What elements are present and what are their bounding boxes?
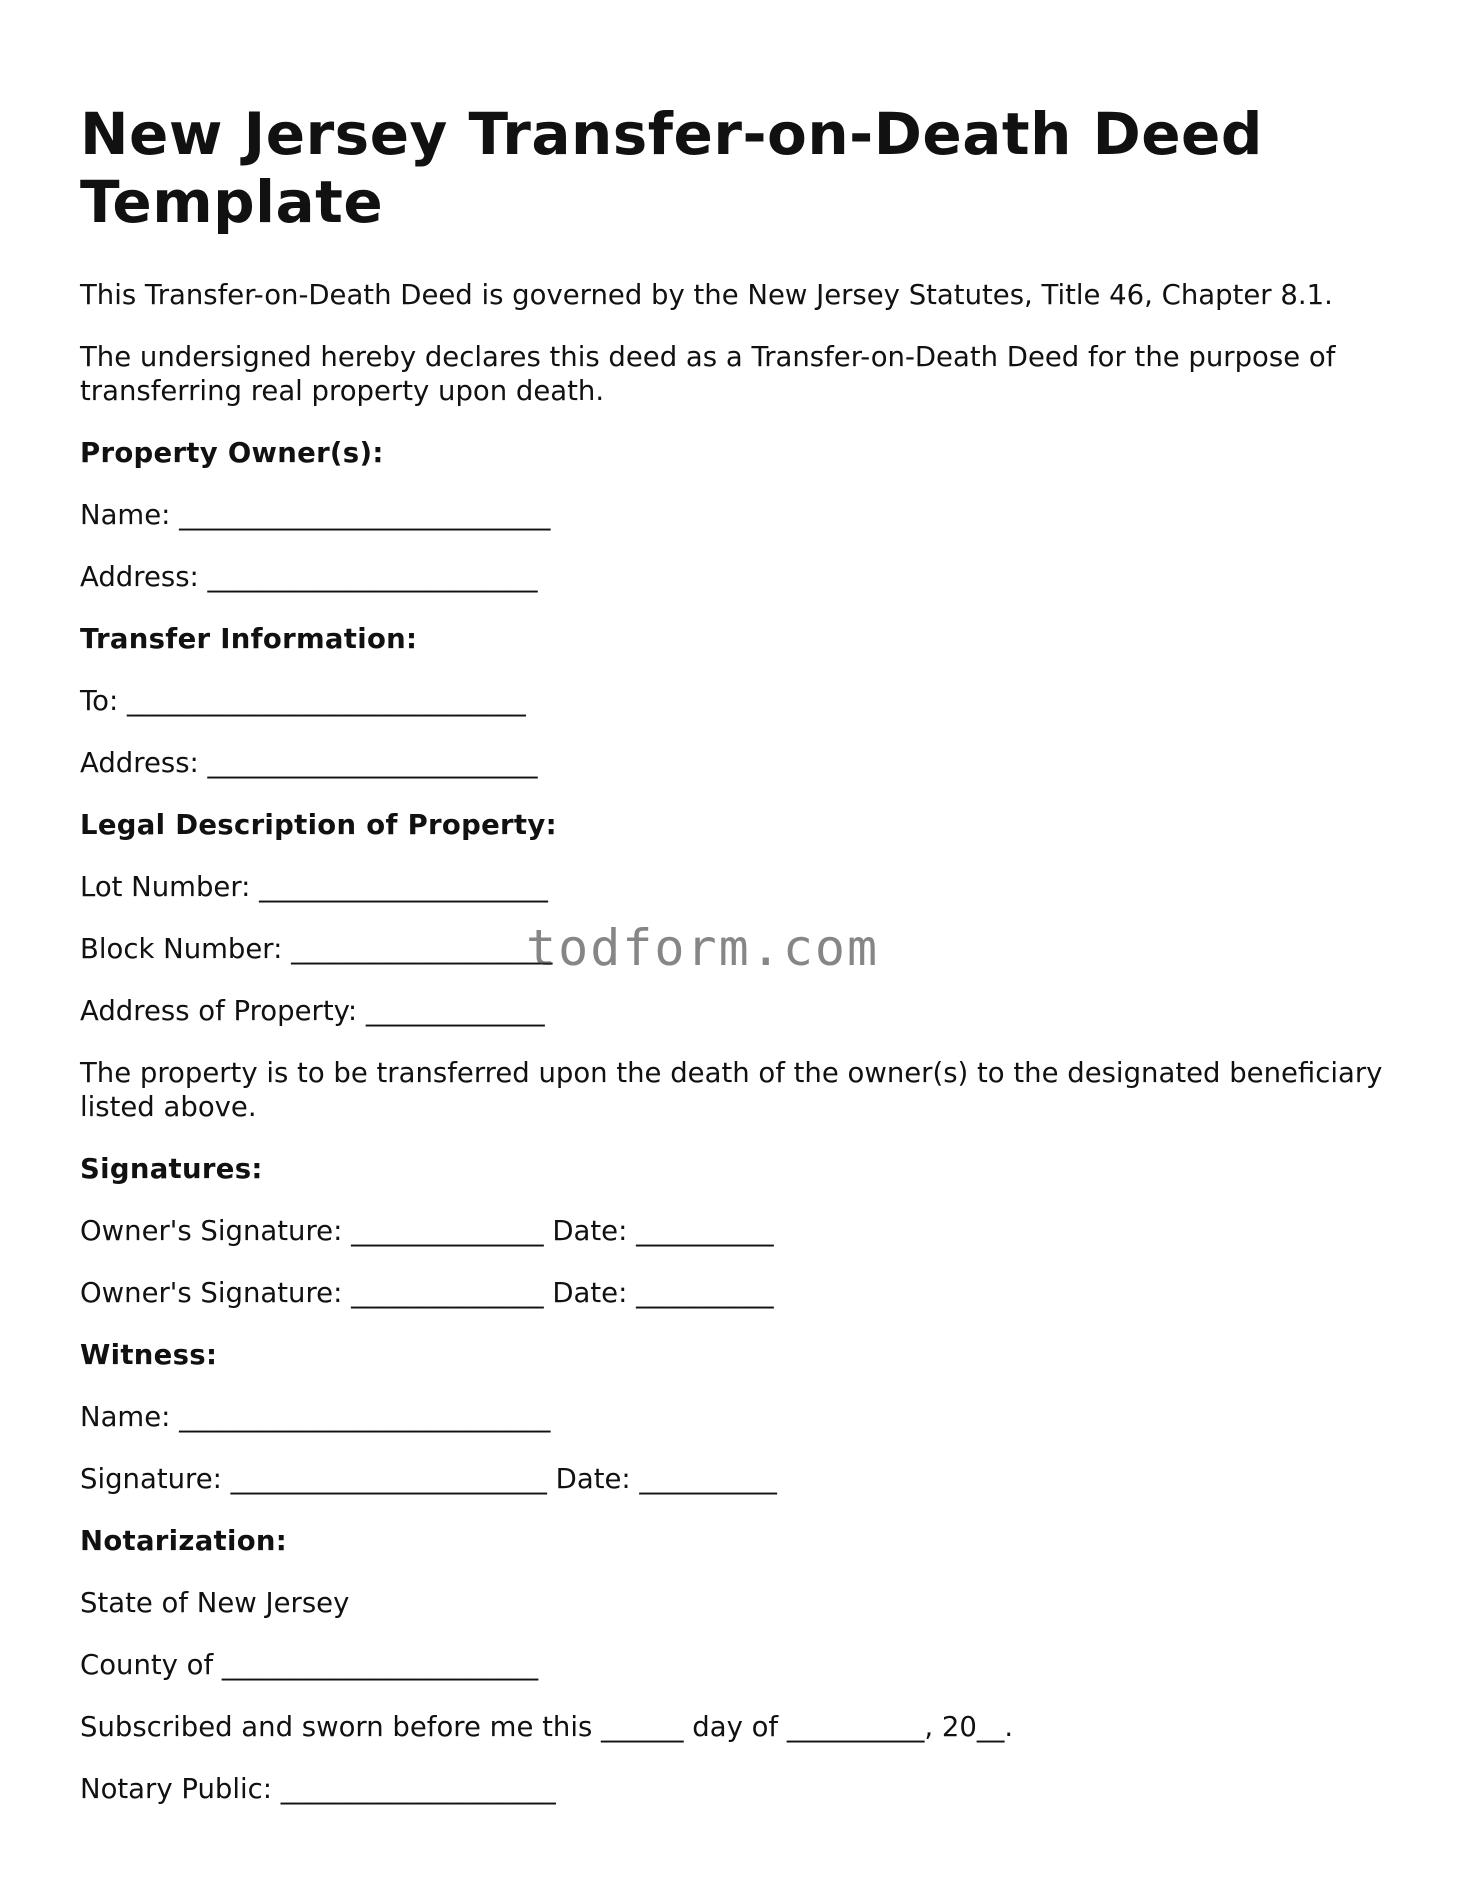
transfer-to-field: To: _____________________________ bbox=[80, 685, 526, 717]
notarization-heading: Notarization: bbox=[80, 1525, 288, 1557]
owner-signature-1: Owner's Signature: ______________ Date: __________ bbox=[80, 1215, 774, 1247]
document-title: New Jersey Transfer-on-Death Deed Template bbox=[80, 100, 1263, 236]
notary-public-field: Notary Public: ____________________ bbox=[80, 1773, 556, 1805]
block-number-field: Block Number: ___________________ bbox=[80, 933, 553, 965]
transfer-statement: The property is to be transferred upon the death of the owner(s) to the designated beneficiary listed above. bbox=[80, 1057, 1383, 1123]
witness-heading: Witness: bbox=[80, 1339, 218, 1371]
owner-name-field: Name: ___________________________ bbox=[80, 499, 551, 531]
owner-signature-2: Owner's Signature: ______________ Date: __________ bbox=[80, 1277, 774, 1309]
transfer-heading: Transfer Information: bbox=[80, 623, 418, 655]
notary-sworn-line: Subscribed and sworn before me this ______ day of __________, 20__. bbox=[80, 1711, 1014, 1743]
witness-signature-field: Signature: _______________________ Date: __________ bbox=[80, 1463, 777, 1495]
watermark: todform.com bbox=[526, 919, 880, 977]
legal-heading: Legal Description of Property: bbox=[80, 809, 557, 841]
property-address-field: Address of Property: _____________ bbox=[80, 995, 545, 1027]
intro-text: This Transfer-on-Death Deed is governed by the New Jersey Statutes, Title 46, Chapter 8.1. bbox=[80, 279, 1333, 311]
witness-name-field: Name: ___________________________ bbox=[80, 1401, 551, 1433]
owner-address-field: Address: ________________________ bbox=[80, 561, 538, 593]
declaration-text: The undersigned hereby declares this deed as a Transfer-on-Death Deed for the purpose of transferring real property upon death. bbox=[80, 341, 1336, 407]
notary-state: State of New Jersey bbox=[80, 1587, 350, 1619]
transfer-address-field: Address: ________________________ bbox=[80, 747, 538, 779]
lot-number-field: Lot Number: _____________________ bbox=[80, 871, 548, 903]
signatures-heading: Signatures: bbox=[80, 1153, 263, 1185]
owners-heading: Property Owner(s): bbox=[80, 437, 384, 469]
notary-county-field: County of _______________________ bbox=[80, 1649, 539, 1681]
